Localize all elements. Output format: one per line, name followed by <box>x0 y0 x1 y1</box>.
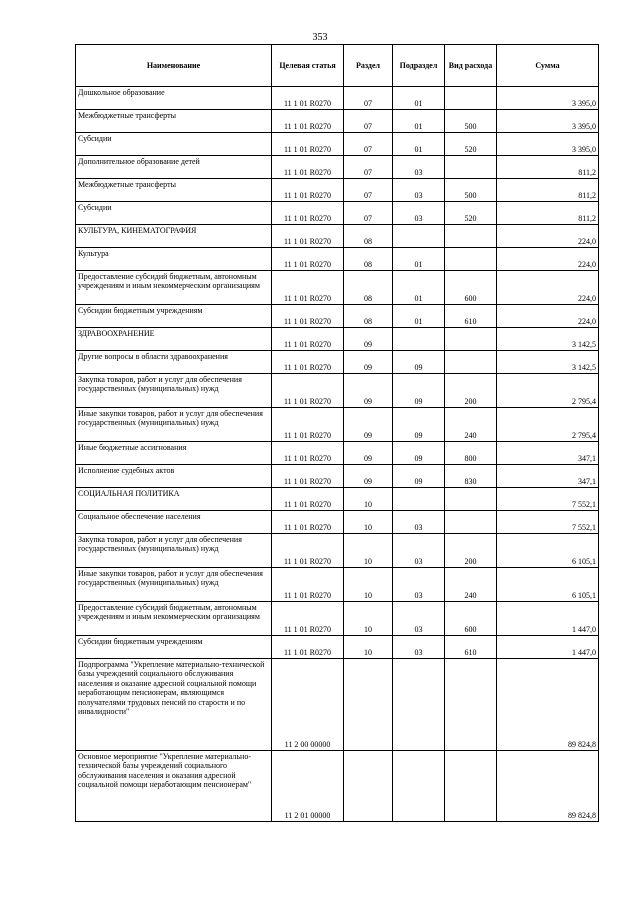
header-name: Наименование <box>76 45 272 87</box>
table-row <box>76 465 599 488</box>
cell-expense-type <box>445 248 497 271</box>
cell-name: Субсидии бюджетным учреждениям <box>76 305 272 328</box>
cell-amount: 3 142,5 <box>497 328 599 351</box>
cell-section: 08 <box>344 271 393 305</box>
cell-expense-type <box>445 225 497 248</box>
cell-subsection: 01 <box>393 87 445 110</box>
cell-subsection: 09 <box>393 374 445 408</box>
cell-target: 11 1 01 R0270 <box>272 156 344 179</box>
cell-section: 09 <box>344 465 393 488</box>
cell-section: 08 <box>344 225 393 248</box>
cell-target: 11 1 01 R0270 <box>272 374 344 408</box>
table-row <box>76 179 599 202</box>
cell-name: Закупка товаров, работ и услуг для обеспечения государственных (муниципальных) нужд <box>76 534 272 568</box>
cell-name: Субсидии <box>76 202 272 225</box>
cell-amount: 6 105,1 <box>497 568 599 602</box>
cell-subsection: 03 <box>393 602 445 636</box>
cell-subsection: 03 <box>393 511 445 534</box>
header-section: Раздел <box>344 45 393 87</box>
header-subsection: Подраздел <box>393 45 445 87</box>
table-row <box>76 636 599 659</box>
table-row <box>76 659 599 751</box>
cell-expense-type: 500 <box>445 110 497 133</box>
cell-section <box>344 751 393 822</box>
cell-subsection <box>393 659 445 751</box>
cell-amount: 7 552,1 <box>497 511 599 534</box>
cell-amount: 89 824,8 <box>497 659 599 751</box>
cell-amount: 224,0 <box>497 248 599 271</box>
cell-name: Межбюджетные трансферты <box>76 179 272 202</box>
cell-section: 09 <box>344 408 393 442</box>
cell-subsection <box>393 328 445 351</box>
cell-subsection: 09 <box>393 351 445 374</box>
cell-target: 11 1 01 R0270 <box>272 534 344 568</box>
cell-expense-type <box>445 488 497 511</box>
cell-subsection: 09 <box>393 408 445 442</box>
cell-target: 11 1 01 R0270 <box>272 351 344 374</box>
cell-amount: 7 552,1 <box>497 488 599 511</box>
cell-amount: 811,2 <box>497 156 599 179</box>
cell-subsection: 01 <box>393 110 445 133</box>
header-expense-type: Вид расхода <box>445 45 497 87</box>
table-row <box>76 202 599 225</box>
cell-target: 11 1 01 R0270 <box>272 465 344 488</box>
cell-amount: 2 795,4 <box>497 374 599 408</box>
table-header-row <box>76 45 599 87</box>
table-row <box>76 751 599 822</box>
table-row <box>76 328 599 351</box>
cell-subsection: 03 <box>393 202 445 225</box>
cell-target: 11 1 01 R0270 <box>272 110 344 133</box>
cell-expense-type: 830 <box>445 465 497 488</box>
cell-expense-type <box>445 156 497 179</box>
cell-target: 11 1 01 R0270 <box>272 202 344 225</box>
table-row <box>76 602 599 636</box>
cell-name: Предоставление субсидий бюджетным, автономным учреждениям и иным некоммерческим организациям <box>76 271 272 305</box>
table-row <box>76 374 599 408</box>
cell-amount: 3 395,0 <box>497 87 599 110</box>
budget-table <box>75 44 599 822</box>
cell-expense-type: 200 <box>445 534 497 568</box>
table-row <box>76 271 599 305</box>
cell-amount: 3 142,5 <box>497 351 599 374</box>
table-row <box>76 156 599 179</box>
cell-subsection: 03 <box>393 568 445 602</box>
cell-section: 10 <box>344 568 393 602</box>
cell-subsection: 03 <box>393 156 445 179</box>
cell-section: 10 <box>344 602 393 636</box>
table-row <box>76 248 599 271</box>
cell-target: 11 1 01 R0270 <box>272 408 344 442</box>
cell-section: 10 <box>344 534 393 568</box>
cell-amount: 347,1 <box>497 465 599 488</box>
cell-name: Субсидии <box>76 133 272 156</box>
cell-expense-type: 520 <box>445 202 497 225</box>
table-row <box>76 488 599 511</box>
cell-section: 07 <box>344 133 393 156</box>
cell-amount: 811,2 <box>497 179 599 202</box>
cell-amount: 224,0 <box>497 271 599 305</box>
cell-name: КУЛЬТУРА, КИНЕМАТОГРАФИЯ <box>76 225 272 248</box>
header-amount: Сумма <box>497 45 599 87</box>
cell-subsection <box>393 225 445 248</box>
cell-target: 11 1 01 R0270 <box>272 488 344 511</box>
cell-target: 11 1 01 R0270 <box>272 568 344 602</box>
cell-subsection: 01 <box>393 305 445 328</box>
cell-amount: 2 795,4 <box>497 408 599 442</box>
cell-target: 11 1 01 R0270 <box>272 271 344 305</box>
table-row <box>76 305 599 328</box>
cell-target: 11 1 01 R0270 <box>272 511 344 534</box>
cell-name: Исполнение судебных актов <box>76 465 272 488</box>
cell-section: 10 <box>344 636 393 659</box>
cell-subsection <box>393 751 445 822</box>
cell-section <box>344 659 393 751</box>
cell-name: Субсидии бюджетным учреждениям <box>76 636 272 659</box>
cell-amount: 347,1 <box>497 442 599 465</box>
cell-amount: 6 105,1 <box>497 534 599 568</box>
cell-section: 09 <box>344 351 393 374</box>
cell-target: 11 2 01 00000 <box>272 751 344 822</box>
cell-name: Дополнительное образование детей <box>76 156 272 179</box>
cell-expense-type: 500 <box>445 179 497 202</box>
cell-expense-type: 240 <box>445 408 497 442</box>
cell-subsection: 01 <box>393 133 445 156</box>
cell-name: Подпрограмма "Укрепление материально-технической базы учреждений социального обслуживания населения и оказание адресной социальной помощи неработающим пенсионерам, являющимся получателями трудовых пенсий по старости и по инвалидности" <box>76 659 272 751</box>
cell-target: 11 2 00 00000 <box>272 659 344 751</box>
cell-section: 08 <box>344 305 393 328</box>
cell-target: 11 1 01 R0270 <box>272 133 344 156</box>
cell-expense-type: 610 <box>445 636 497 659</box>
cell-target: 11 1 01 R0270 <box>272 442 344 465</box>
cell-section: 07 <box>344 179 393 202</box>
cell-target: 11 1 01 R0270 <box>272 179 344 202</box>
table-row <box>76 351 599 374</box>
table-row <box>76 225 599 248</box>
cell-name: Межбюджетные трансферты <box>76 110 272 133</box>
cell-expense-type: 200 <box>445 374 497 408</box>
cell-subsection: 01 <box>393 248 445 271</box>
cell-section: 10 <box>344 511 393 534</box>
cell-section: 09 <box>344 442 393 465</box>
cell-amount: 1 447,0 <box>497 636 599 659</box>
cell-name: Культура <box>76 248 272 271</box>
cell-name: Иные бюджетные ассигнования <box>76 442 272 465</box>
cell-section: 07 <box>344 87 393 110</box>
cell-name: Закупка товаров, работ и услуг для обеспечения государственных (муниципальных) нужд <box>76 374 272 408</box>
table-row <box>76 87 599 110</box>
cell-target: 11 1 01 R0270 <box>272 305 344 328</box>
cell-expense-type: 800 <box>445 442 497 465</box>
table-body <box>76 87 599 822</box>
cell-name: Другие вопросы в области здравоохранения <box>76 351 272 374</box>
cell-section: 08 <box>344 248 393 271</box>
header-target: Целевая статья <box>272 45 344 87</box>
cell-subsection: 03 <box>393 534 445 568</box>
cell-expense-type <box>445 351 497 374</box>
table-row <box>76 511 599 534</box>
cell-target: 11 1 01 R0270 <box>272 225 344 248</box>
cell-amount: 224,0 <box>497 305 599 328</box>
cell-expense-type: 600 <box>445 271 497 305</box>
cell-subsection: 09 <box>393 465 445 488</box>
cell-section: 07 <box>344 202 393 225</box>
cell-amount: 89 824,8 <box>497 751 599 822</box>
cell-section: 07 <box>344 110 393 133</box>
table-row <box>76 110 599 133</box>
cell-name: Основное мероприятие "Укрепление материально-технической базы учреждений социального обслуживания населения и оказания адресной социальной помощи неработающим пенсионерам" <box>76 751 272 822</box>
cell-subsection: 03 <box>393 179 445 202</box>
table-row <box>76 534 599 568</box>
cell-subsection <box>393 488 445 511</box>
cell-name: Социальное обеспечение населения <box>76 511 272 534</box>
cell-expense-type <box>445 328 497 351</box>
cell-subsection: 03 <box>393 636 445 659</box>
cell-expense-type: 520 <box>445 133 497 156</box>
cell-section: 07 <box>344 156 393 179</box>
table-row <box>76 133 599 156</box>
cell-expense-type: 600 <box>445 602 497 636</box>
cell-name: Предоставление субсидий бюджетным, автономным учреждениям и иным некоммерческим организациям <box>76 602 272 636</box>
cell-target: 11 1 01 R0270 <box>272 602 344 636</box>
cell-subsection: 09 <box>393 442 445 465</box>
cell-target: 11 1 01 R0270 <box>272 636 344 659</box>
cell-expense-type <box>445 87 497 110</box>
cell-expense-type <box>445 751 497 822</box>
table-row <box>76 568 599 602</box>
cell-name: Дошкольное образование <box>76 87 272 110</box>
cell-amount: 811,2 <box>497 202 599 225</box>
cell-target: 11 1 01 R0270 <box>272 87 344 110</box>
cell-target: 11 1 01 R0270 <box>272 248 344 271</box>
cell-name: Иные закупки товаров, работ и услуг для обеспечения государственных (муниципальных) нужд <box>76 408 272 442</box>
cell-section: 09 <box>344 374 393 408</box>
cell-amount: 3 395,0 <box>497 133 599 156</box>
cell-section: 10 <box>344 488 393 511</box>
cell-target: 11 1 01 R0270 <box>272 328 344 351</box>
cell-expense-type: 240 <box>445 568 497 602</box>
cell-subsection: 01 <box>393 271 445 305</box>
cell-section: 09 <box>344 328 393 351</box>
cell-amount: 1 447,0 <box>497 602 599 636</box>
cell-amount: 224,0 <box>497 225 599 248</box>
table-row <box>76 442 599 465</box>
cell-expense-type <box>445 511 497 534</box>
cell-amount: 3 395,0 <box>497 110 599 133</box>
cell-expense-type: 610 <box>445 305 497 328</box>
table-row <box>76 408 599 442</box>
page-number: 353 <box>312 32 328 43</box>
cell-expense-type <box>445 659 497 751</box>
cell-name: ЗДРАВООХРАНЕНИЕ <box>76 328 272 351</box>
cell-name: СОЦИАЛЬНАЯ ПОЛИТИКА <box>76 488 272 511</box>
cell-name: Иные закупки товаров, работ и услуг для обеспечения государственных (муниципальных) нужд <box>76 568 272 602</box>
